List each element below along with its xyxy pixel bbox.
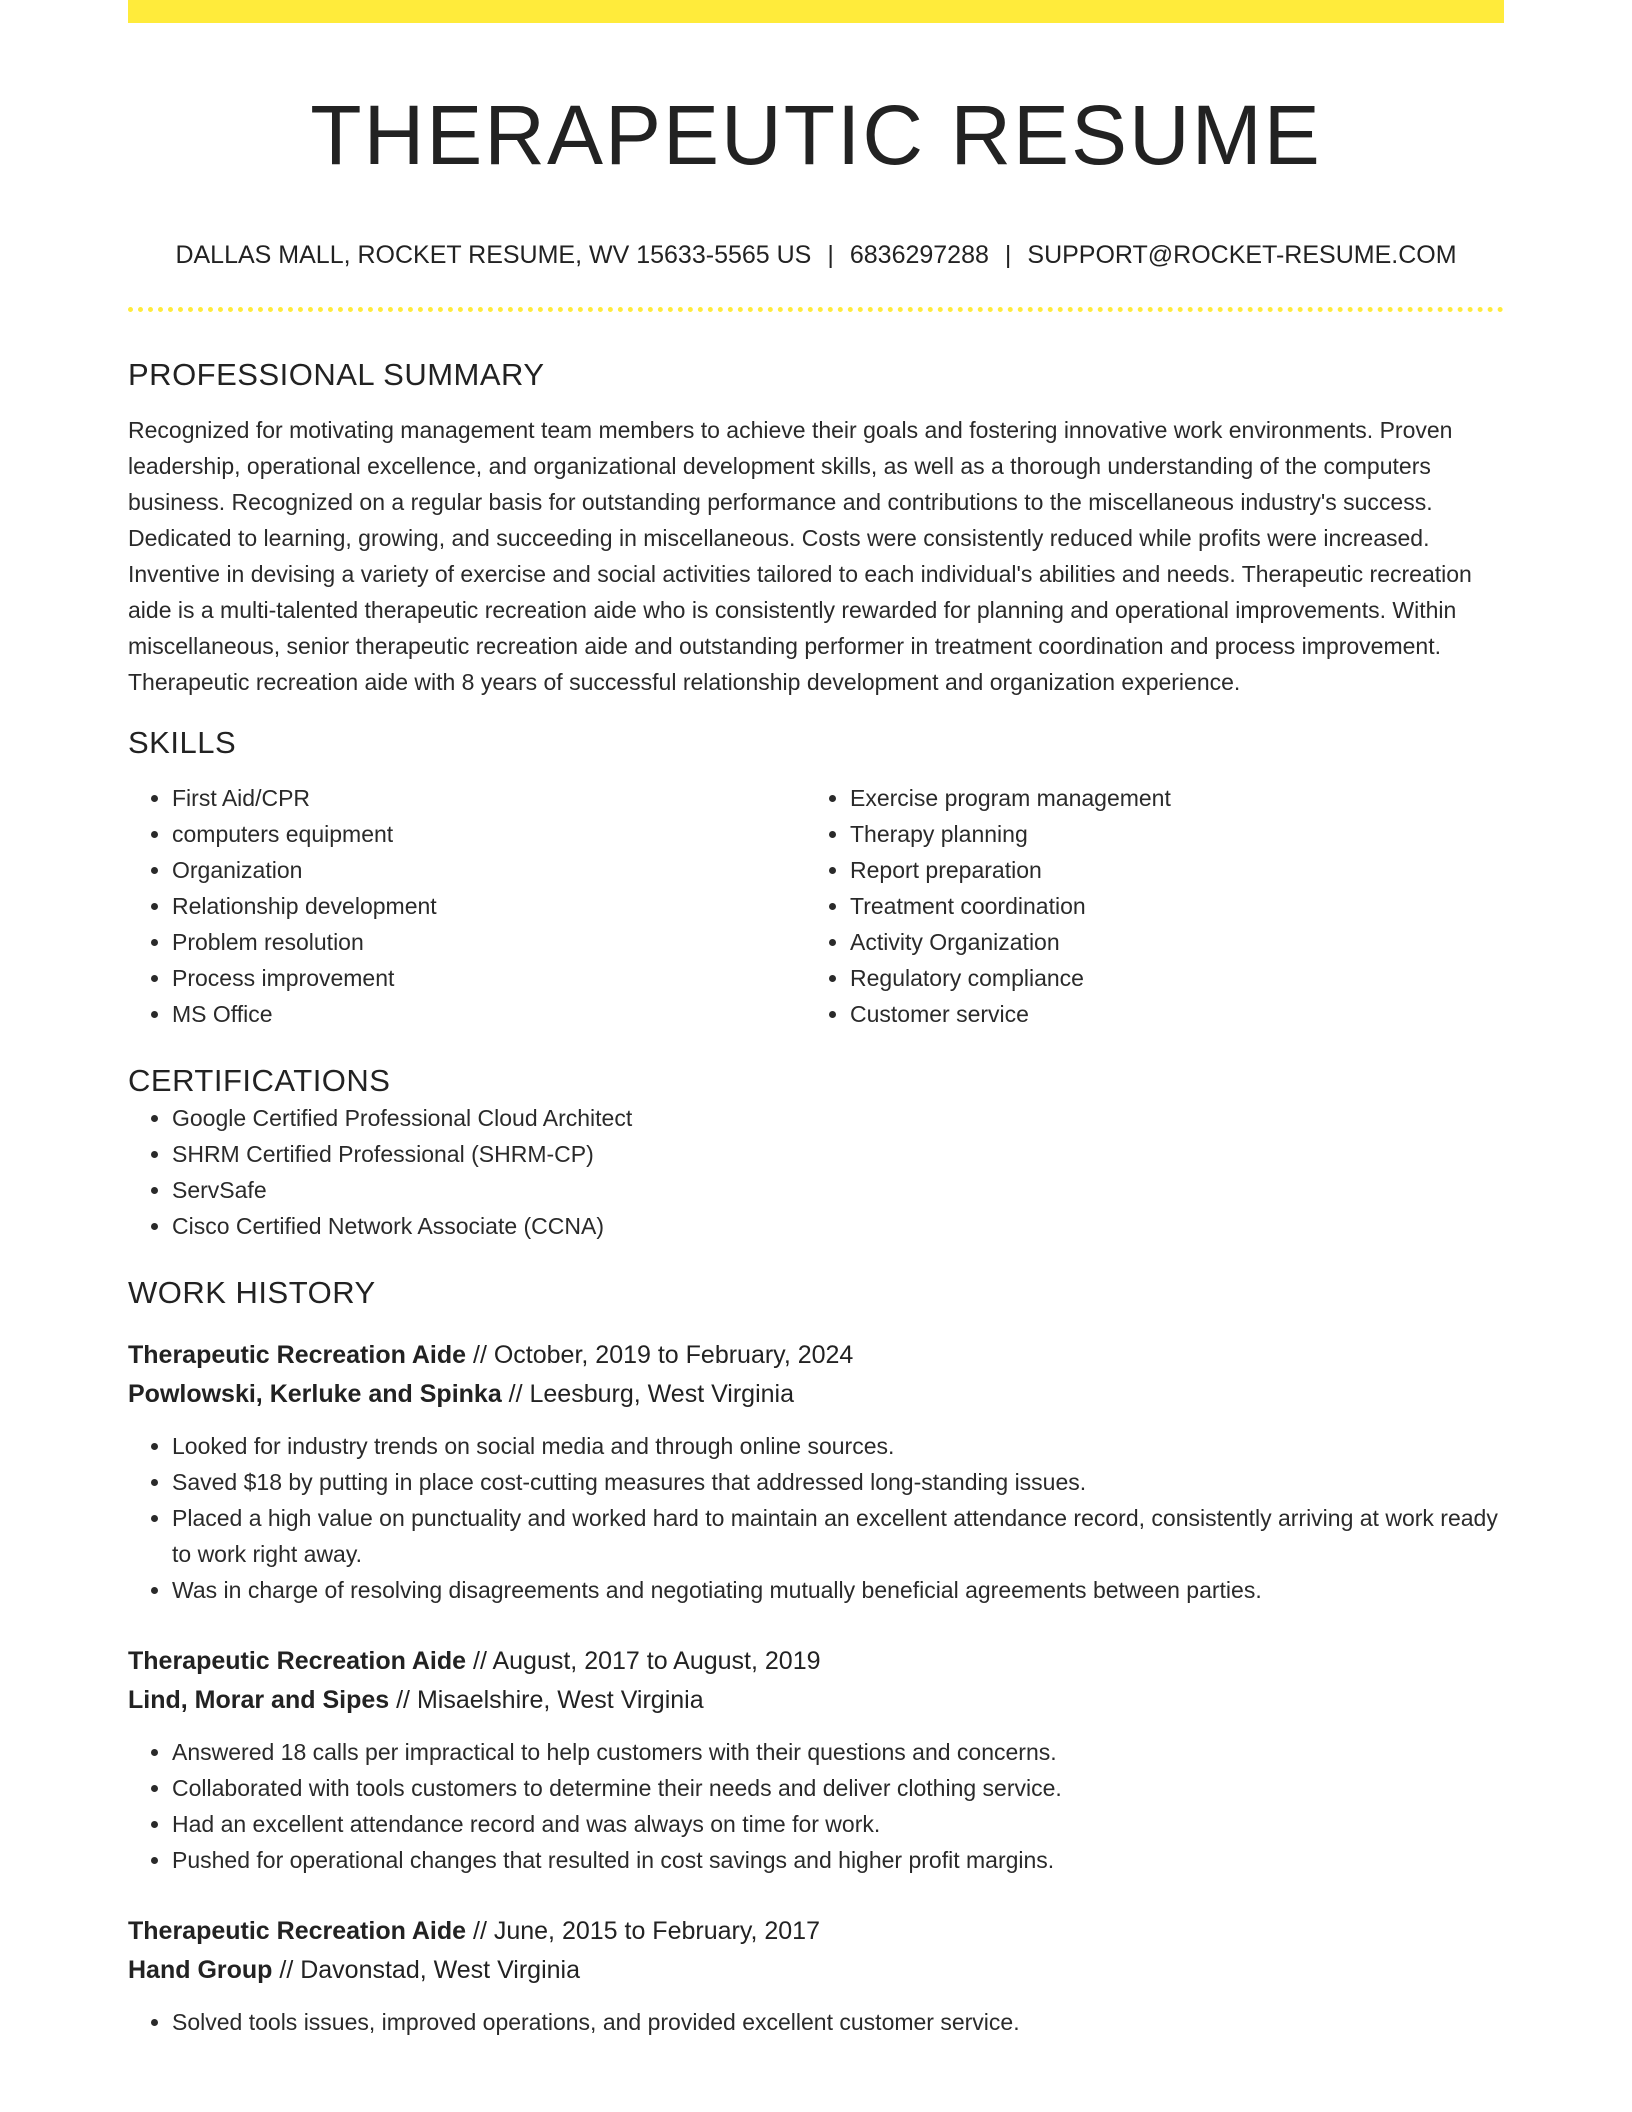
contact-separator: |: [827, 241, 834, 269]
skills-left-list: [128, 780, 806, 1032]
contact-line: [128, 237, 1504, 273]
job-entry: [128, 1336, 1504, 1608]
certifications-heading: CERTIFICATIONS: [128, 1063, 391, 1098]
job-dates: // October, 2019 to February, 2024: [466, 1341, 854, 1369]
job-entry: [128, 1642, 1504, 1878]
certification-item: • ServSafe: [172, 1172, 1504, 1208]
job-dates: // August, 2017 to August, 2019: [466, 1647, 821, 1675]
resume-page: [128, 0, 1504, 2040]
job-company: Powlowski, Kerluke and Spinka: [128, 1380, 502, 1408]
work-history-heading: WORK HISTORY: [128, 1275, 376, 1310]
job-bullet: • Answered 18 calls per impractical to help customers with their questions and concerns.: [172, 1734, 1504, 1770]
job-bullet: • Pushed for operational changes that resulted in cost savings and higher profit margins.: [172, 1842, 1504, 1878]
job-dates: // June, 2015 to February, 2017: [466, 1917, 820, 1945]
summary-text: Recognized for motivating management team members to achieve their goals and fostering innovative work environments. Proven leadership, operational excellence, and organizational development skills, as well as a thorough understanding of the computers business. Recognized on a regular basis for outstanding performance and contributions to the miscellaneous industry's success. Dedicated to learning, growing, and succeeding in miscellaneous. Costs were consistently reduced while profits were increased. Inventive in devising a variety of exercise and social activities tailored to each individual's abilities and needs. Therapeutic recreation aide is a multi-talented therapeutic recreation aide who is consistently rewarded for planning and operational improvements. Within miscellaneous, senior therapeutic recreation aide and outstanding performer in treatment coordination and process improvement. Therapeutic recreation aide with 8 years of successful relationship development and organization experience.: [128, 417, 1472, 695]
skill-item: • Therapy planning: [850, 816, 1484, 852]
certification-item: • Cisco Certified Network Associate (CCNA): [172, 1208, 1504, 1244]
job-bullet: • Was in charge of resolving disagreements and negotiating mutually beneficial agreements between parties.: [172, 1572, 1504, 1608]
work-history-list: [128, 1336, 1504, 2040]
contact-phone: 6836297288: [849, 241, 989, 269]
job-role: Therapeutic Recreation Aide: [128, 1917, 467, 1945]
skills-right-column: [806, 780, 1484, 1032]
job-entry: [128, 1912, 1504, 2040]
job-bullet: • Placed a high value on punctuality and worked hard to maintain an excellent attendance record, consistently arriving at work ready to work right away.: [172, 1500, 1504, 1572]
skills-left-column: [128, 780, 806, 1032]
contact-email: SUPPORT@ROCKET-RESUME.COM: [1027, 241, 1457, 269]
job-bullet: • Looked for industry trends on social media and through online sources.: [172, 1428, 1504, 1464]
skill-item: • MS Office: [172, 996, 806, 1032]
job-title-line: [128, 1642, 1504, 1681]
skill-item: • First Aid/CPR: [172, 780, 806, 816]
job-company-line: [128, 1681, 1504, 1720]
job-role: Therapeutic Recreation Aide: [128, 1341, 467, 1369]
certifications-list: [128, 1100, 1504, 1244]
skill-item: • Regulatory compliance: [850, 960, 1484, 996]
job-role: Therapeutic Recreation Aide: [128, 1647, 467, 1675]
job-title-line: [128, 1336, 1504, 1375]
job-bullets: [128, 1428, 1504, 1608]
job-company-line: [128, 1375, 1504, 1414]
job-bullet: • Saved $18 by putting in place cost-cutting measures that addressed long-standing issues.: [172, 1464, 1504, 1500]
job-bullet: • Solved tools issues, improved operations, and provided excellent customer service.: [172, 2004, 1504, 2040]
job-location: // Leesburg, West Virginia: [501, 1380, 795, 1408]
job-company: Hand Group: [128, 1956, 273, 1984]
job-title-line: [128, 1912, 1504, 1951]
skill-item: • Customer service: [850, 996, 1484, 1032]
certification-item: • SHRM Certified Professional (SHRM-CP): [172, 1136, 1504, 1172]
contact-address: DALLAS MALL, ROCKET RESUME, WV 15633-5565 US: [175, 241, 812, 269]
job-bullets: [128, 1734, 1504, 1878]
skill-item: • Exercise program management: [850, 780, 1484, 816]
top-accent-bar: [128, 0, 1504, 23]
skill-item: • Organization: [172, 852, 806, 888]
skill-item: • Report preparation: [850, 852, 1484, 888]
summary-heading: PROFESSIONAL SUMMARY: [128, 357, 545, 392]
skill-item: • Problem resolution: [172, 924, 806, 960]
dotted-divider: [128, 307, 1504, 312]
job-location: // Misaelshire, West Virginia: [389, 1686, 704, 1714]
skill-item: • Treatment coordination: [850, 888, 1484, 924]
resume-name: THERAPEUTIC RESUME: [310, 88, 1322, 182]
contact-separator: |: [1004, 241, 1012, 269]
job-location: // Davonstad, West Virginia: [272, 1956, 580, 1984]
skills-columns: [128, 780, 1504, 1032]
certification-item: • Google Certified Professional Cloud Architect: [172, 1100, 1504, 1136]
skill-item: • computers equipment: [172, 816, 806, 852]
job-bullets: [128, 2004, 1504, 2040]
skill-item: • Activity Organization: [850, 924, 1484, 960]
job-company: Lind, Morar and Sipes: [128, 1686, 390, 1714]
job-bullet: • Had an excellent attendance record and was always on time for work.: [172, 1806, 1504, 1842]
skill-item: • Relationship development: [172, 888, 806, 924]
skills-right-list: [806, 780, 1484, 1032]
job-company-line: [128, 1951, 1504, 1990]
job-bullet: • Collaborated with tools customers to determine their needs and deliver clothing service.: [172, 1770, 1504, 1806]
skills-heading: SKILLS: [128, 725, 237, 760]
skill-item: • Process improvement: [172, 960, 806, 996]
